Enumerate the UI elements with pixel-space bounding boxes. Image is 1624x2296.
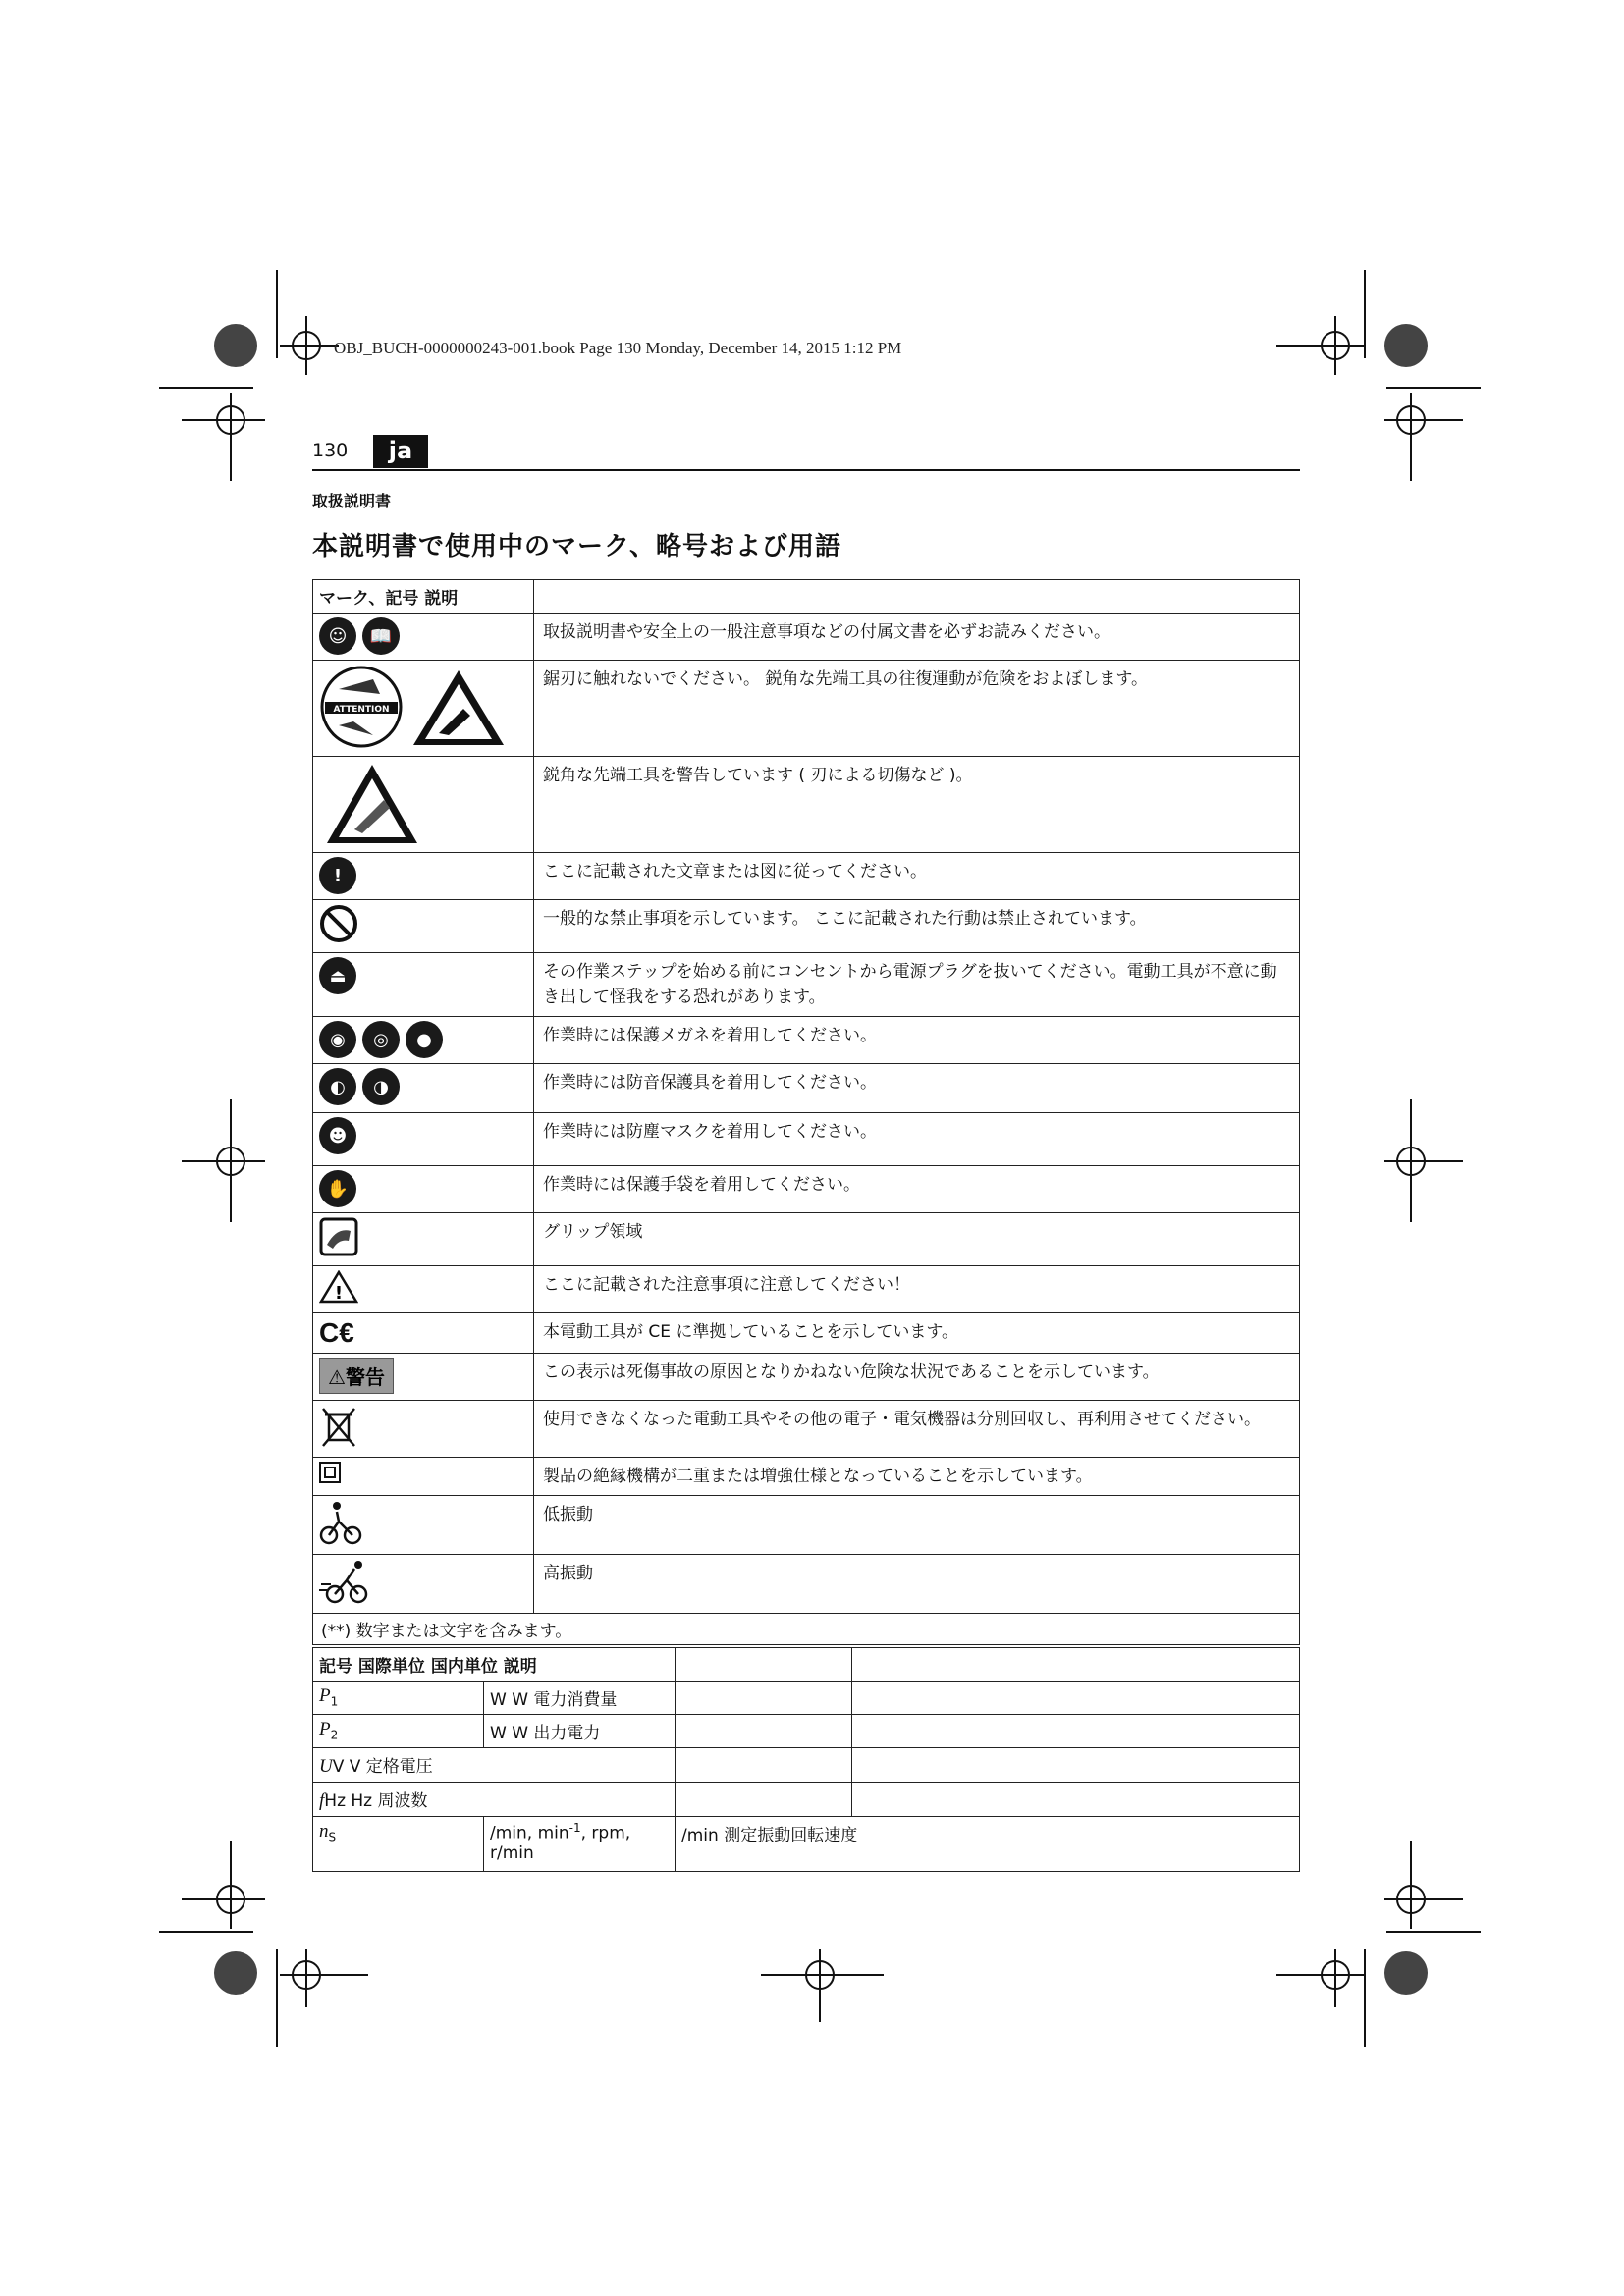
ce-mark-icon: C€ <box>319 1317 354 1348</box>
row-text: W W 電力消費量 <box>484 1682 676 1715</box>
table-row <box>313 1064 1300 1113</box>
row-text: 鋭角な先端工具を警告しています ( 刃による切傷など )。 <box>534 757 1300 853</box>
table-row <box>313 1401 1300 1458</box>
table-row <box>313 1266 1300 1313</box>
prohibition-icon <box>319 904 358 943</box>
row-text: 本電動工具が CE に準拠していることを示しています。 <box>534 1313 1300 1354</box>
svg-text:!: ! <box>334 1283 344 1304</box>
caution-triangle-icon <box>319 1270 358 1304</box>
table-header: 記号 国際単位 国内単位 説明 <box>313 1648 676 1682</box>
table-row <box>313 614 1300 661</box>
table-row <box>313 1166 1300 1213</box>
table-row <box>313 1496 1300 1555</box>
row-text: 使用できなくなった電動工具やその他の電子・電気機器は分別回収し、再利用させてください。 <box>534 1401 1300 1458</box>
book-icon: 📖 <box>362 617 400 655</box>
warning-triangle-hand-icon <box>409 665 508 749</box>
row-text: 作業時には保護手袋を着用してください。 <box>534 1166 1300 1213</box>
read-manual-icon: ☺ <box>319 617 356 655</box>
unit-symbol: P <box>319 1685 331 1706</box>
table-row <box>313 1213 1300 1266</box>
row-text: W W 出力電力 <box>484 1715 676 1748</box>
table-row: UV V 定格電圧 <box>313 1748 1300 1783</box>
file-info-line: OBJ_BUCH-0000000243-001.book Page 130 Monday, December 14, 2015 1:12 PM <box>334 339 902 357</box>
high-vibration-bike-icon <box>319 1559 374 1604</box>
table-row <box>313 900 1300 953</box>
table-header-row <box>313 1648 1300 1682</box>
row-text: ここに記載された注意事項に注意してください！ <box>534 1266 1300 1313</box>
double-insulation-icon <box>319 1462 341 1483</box>
page-number: 130 <box>312 440 349 461</box>
unit-symbol: f <box>319 1790 325 1811</box>
ear-muff-icon: ◑ <box>362 1068 400 1105</box>
warning-label-icon: ⚠警告 <box>319 1358 394 1394</box>
table-header-row <box>313 580 1300 614</box>
row-text: 鋸刃に触れないでください。 鋭角な先端工具の往復運動が危険をおよぼします。 <box>534 661 1300 757</box>
language-tag: ja <box>373 435 428 468</box>
row-text: /min 測定振動回転速度 <box>676 1817 1300 1872</box>
row-text: 作業時には防音保護具を着用してください。 <box>534 1064 1300 1113</box>
table-row: $n_S$ /min, $\min^{-1}$, rpm, r/min /min 測定振動回転速度 <box>313 1817 1300 1872</box>
ear-protection-icon: ◐ <box>319 1068 356 1105</box>
section-label: 取扱説明書 <box>312 492 392 510</box>
table-row <box>313 1555 1300 1614</box>
row-text: 高振動 <box>534 1555 1300 1614</box>
dust-mask-icon: ☻ <box>319 1117 356 1154</box>
svg-text:ATTENTION: ATTENTION <box>333 705 390 715</box>
row-text: この表示は死傷事故の原因となりかねない危険な状況であることを示しています。 <box>534 1354 1300 1401</box>
table-row <box>313 1458 1300 1496</box>
unplug-icon: ⏏ <box>319 957 356 994</box>
goggles-icon: ● <box>406 1021 443 1058</box>
table-row: $P_1$ W W 電力消費量 <box>313 1682 1300 1715</box>
grip-area-icon <box>319 1217 358 1256</box>
unit-symbol: P <box>319 1719 331 1739</box>
gloves-icon: ✋ <box>319 1170 356 1207</box>
row-text: 一般的な禁止事項を示しています。 ここに記載された行動は禁止されています。 <box>534 900 1300 953</box>
row-text: グリップ領域 <box>534 1213 1300 1266</box>
safety-glasses-icon: ◉ <box>319 1021 356 1058</box>
page-title: 本説明書で使用中のマーク、略号および用語 <box>312 532 841 561</box>
table-footnote: (**) 数字または文字を含みます。 <box>313 1614 1300 1645</box>
table-row <box>313 757 1300 853</box>
mandatory-icon: ! <box>319 857 356 894</box>
table-row <box>313 1113 1300 1166</box>
face-shield-icon: ◎ <box>362 1021 400 1058</box>
attention-blade-icon <box>319 665 404 749</box>
unit-symbol: U <box>319 1756 333 1777</box>
table-row: $P_2$ W W 出力電力 <box>313 1715 1300 1748</box>
table-row: fHz Hz 周波数 <box>313 1783 1300 1817</box>
table-row <box>313 661 1300 757</box>
sharp-tool-warning-icon <box>325 761 419 847</box>
unit-symbol: n <box>319 1821 329 1842</box>
row-text: 作業時には防塵マスクを着用してください。 <box>534 1113 1300 1166</box>
table-row <box>313 1354 1300 1401</box>
low-vibration-bike-icon <box>319 1500 362 1545</box>
table-row <box>313 853 1300 900</box>
table-row <box>313 1313 1300 1354</box>
row-text: 取扱説明書や安全上の一般注意事項などの付属文書を必ずお読みください。 <box>534 614 1300 661</box>
row-text: 製品の絶縁機構が二重または増強仕様となっていることを示しています。 <box>534 1458 1300 1496</box>
weee-bin-icon <box>319 1405 358 1448</box>
row-text: ここに記載された文章または図に従ってください。 <box>534 853 1300 900</box>
table-row <box>313 953 1300 1017</box>
units-table <box>312 1647 1300 1872</box>
table-header: マーク、記号 説明 <box>313 580 534 614</box>
header-rule <box>312 469 1300 471</box>
table-footnote-row <box>313 1614 1300 1645</box>
row-text: 作業時には保護メガネを着用してください。 <box>534 1017 1300 1064</box>
row-text: その作業ステップを始める前にコンセントから電源プラグを抜いてください。電動工具が不意に動き出して怪我をする恐れがあります。 <box>534 953 1300 1017</box>
row-text: 低振動 <box>534 1496 1300 1555</box>
symbols-table <box>312 579 1300 1645</box>
table-row <box>313 1017 1300 1064</box>
